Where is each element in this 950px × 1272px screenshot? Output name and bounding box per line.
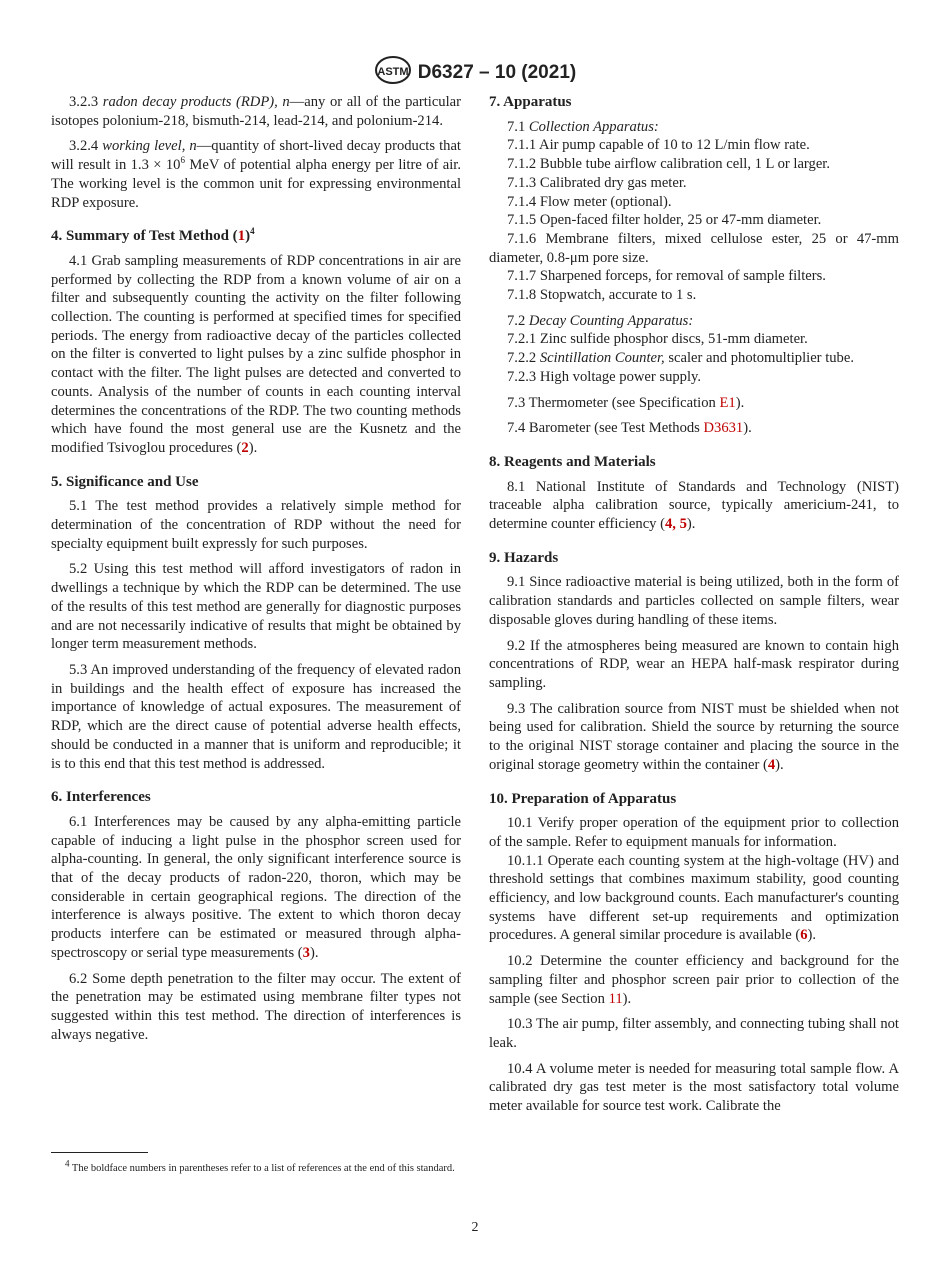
text-run: 7.1.2 Bubble tube airflow calibration cell, 1 L or larger. — [507, 156, 830, 173]
document-designation: D6327 – 10 (2021) — [417, 62, 577, 84]
text-run: 9.3 The calibration source from NIST must be shielded when not being used for calibration. Shield the source by returning the source to the original NIST storage container and placing the source in the original storage geometry within the container ( — [489, 700, 899, 773]
footnote-marker: 4 — [65, 1158, 70, 1169]
text-run: 7.4 Barometer (see Test Methods — [507, 420, 704, 437]
paragraph — [489, 700, 899, 775]
reference-link[interactable]: 2 — [241, 439, 249, 456]
footnote-text: The boldface numbers in parentheses refer to a list of references at the end of this standard. — [69, 1163, 455, 1174]
paragraph — [51, 93, 461, 130]
text-run: 3.2.4 — [69, 138, 103, 155]
text-run: ). — [735, 394, 745, 411]
text-run: 5. Significance and Use — [51, 473, 199, 490]
svg-text:ASTM: ASTM — [377, 66, 409, 78]
text-run: 6.1 Interferences may be caused by any alpha-emitting particle capable of inducing a light pulse in the phosphor screen used for alpha-counting. In general, the only significant interference source is that of the decay products of radon-220, thoron, which may be considerable in certain geographical regions. The direction of the interference is always positive. The extent to which thoron decay products interfere can be estimated or measured through alpha-spectroscopy or serial type measurements ( — [51, 813, 461, 961]
text-run: 7.1.6 Membrane filters, mixed cellulose ester, 25 or 47-mm diameter, 0.8-μm pore size. — [489, 230, 899, 266]
text-run: 7.2.1 Zinc sulfide phosphor discs, 51-mm diameter. — [507, 331, 808, 348]
paragraph — [489, 155, 899, 174]
paragraph — [51, 137, 461, 212]
text-run: 10.1 Verify proper operation of the equipment prior to collection of the sample. Refer to equipment manuals for information. — [489, 815, 899, 850]
text-run: 10.2 Determine the counter efficiency and background for the sampling filter and phosphor screen pair prior to collection of the sample (see Section — [489, 953, 899, 1007]
paragraph — [489, 814, 899, 851]
text-run: ). — [686, 516, 696, 533]
text-run: —quantity of short-lived decay products that will result in 1.3 × 10 — [51, 138, 461, 174]
text-run: 9.2 If the atmospheres being measured are known to contain high concentrations of RDP, wear an HEPA half-mask respirator during sampling. — [489, 637, 899, 691]
paragraph — [51, 970, 461, 1045]
paragraph — [489, 312, 899, 331]
paragraph — [51, 252, 461, 458]
text-run: 7.1.5 Open-faced filter holder, 25 or 47-mm diameter. — [507, 212, 822, 229]
section-heading — [489, 93, 899, 112]
paragraph — [489, 286, 899, 305]
text-run: Decay Counting Apparatus: — [528, 312, 694, 329]
text-run: working level, n — [102, 138, 197, 155]
paragraph — [489, 368, 899, 387]
text-run: —any or all of the particular isotopes polonium-218, bismuth-214, lead-214, and polonium-214. — [51, 94, 461, 129]
text-run: ). — [622, 990, 632, 1007]
paragraph — [51, 661, 461, 773]
paragraph — [489, 852, 899, 946]
text-run: 7.1.4 Flow meter (optional). — [507, 193, 672, 210]
text-run: 4. Summary of Test Method ( — [51, 228, 238, 245]
text-run: 4.1 Grab sampling measurements of RDP concentrations in air are performed by collecting the RDP from a known volume of air on a filter and subsequently counting the activity on the filter following collection. The counting is performed at specified times for specified periods. The energy from radioactive decay of the particles collected on the filter is converted to light pulses by a zinc sulfide phosphor in contact with the filter. The light pulses are detected and converted to counts. Analysis of the number of counts in each counting interval determines the concentrations of the RDP. The two counting methods which have found the most general use are the Kusnetz and the modified Tsivoglou procedures ( — [51, 252, 461, 456]
text-run: Collection Apparatus: — [528, 118, 659, 135]
text-run: 10.4 A volume meter is needed for measuring total sample flow. A calibrated dry gas test meter is the most satisfactory total volume meter available for source test work. Calibrate the — [489, 1060, 899, 1115]
text-run: 9.1 Since radioactive material is being utilized, both in the form of calibration standards and particles collected on sample filters, wear disposable gloves during handling of these items. — [489, 574, 899, 628]
text-run: 5.1 The test method provides a relatively simple method for determination of the concentration of RDP without the need for specialty equipment built expressly for such purposes. — [51, 498, 461, 552]
paragraph — [489, 136, 899, 155]
reference-link[interactable]: D3631 — [703, 420, 744, 437]
paragraph — [51, 813, 461, 963]
reference-link[interactable]: 3 — [302, 944, 310, 961]
text-run: 7.1.1 Air pump capable of 10 to 12 L/min flow rate. — [507, 137, 810, 154]
text-run: ). — [309, 944, 319, 961]
text-run: 6. Interferences — [51, 789, 151, 806]
paragraph — [489, 419, 899, 438]
paragraph — [489, 349, 899, 368]
text-run: 8. Reagents and Materials — [489, 453, 656, 470]
paragraph — [489, 394, 899, 413]
text-run: 7.2.2 — [507, 350, 540, 367]
text-run: ). — [775, 756, 784, 773]
paragraph — [489, 478, 899, 534]
reference-link[interactable]: 1 — [237, 228, 246, 245]
paragraph — [489, 637, 899, 693]
text-run: 10. Preparation of Apparatus — [489, 790, 677, 807]
paragraph — [489, 267, 899, 286]
text-run: ). — [248, 439, 258, 456]
text-run: 7.1.8 Stopwatch, accurate to 1 s. — [507, 287, 697, 304]
text-run: 4 — [250, 226, 255, 237]
section-heading — [489, 790, 899, 809]
left-column — [51, 93, 461, 1051]
reference-link[interactable]: 4, 5 — [664, 516, 687, 533]
text-run: 7. Apparatus — [489, 94, 572, 110]
text-run: radon decay products (RDP), n — [102, 94, 290, 110]
paragraph — [489, 952, 899, 1008]
text-run: MeV of potential alpha energy per litre of air. The working level is the common unit for expressing environmental RDP exposure. — [51, 157, 461, 211]
section-heading — [51, 788, 461, 807]
text-run: 7.2 — [507, 312, 529, 329]
text-run: 6 — [180, 155, 185, 166]
right-column — [489, 93, 899, 1123]
paragraph — [489, 211, 899, 230]
page-header — [0, 55, 950, 91]
paragraph — [51, 560, 461, 654]
paragraph — [489, 174, 899, 193]
reference-link[interactable]: 4 — [767, 756, 776, 773]
text-run: 9. Hazards — [489, 549, 559, 566]
paragraph — [489, 1060, 899, 1116]
section-heading — [489, 549, 899, 568]
paragraph — [489, 573, 899, 629]
reference-link[interactable]: E1 — [719, 394, 736, 411]
text-run: 10.3 The air pump, filter assembly, and connecting tubing shall not leak. — [489, 1016, 899, 1051]
text-run: scaler and photomultiplier tube. — [664, 350, 854, 367]
text-run: ) — [245, 228, 251, 245]
text-run: 7.1 — [507, 118, 529, 135]
text-run: 6.2 Some depth penetration to the filter may occur. The extent of the penetration may be estimated using membrane filter types not suggested within this test method. The direction of interferences is always negative. — [51, 970, 461, 1043]
page-number: 2 — [471, 1220, 479, 1235]
paragraph — [489, 330, 899, 349]
paragraph — [489, 118, 899, 137]
section-heading — [51, 473, 461, 492]
text-run: Scintillation Counter, — [539, 350, 665, 367]
text-run: 3.2.3 — [69, 94, 103, 110]
paragraph — [51, 497, 461, 553]
text-run: 7.2.3 High voltage power supply. — [507, 368, 702, 385]
reference-link[interactable]: 11 — [608, 990, 623, 1007]
text-run: 10.1.1 Operate each counting system at the high-voltage (HV) and threshold settings that combines maximum stability, good counting efficiency, and low background counts. Each manufacturer's counting systems have different set-up requirements and optimization procedures. A general similar procedure is available ( — [489, 852, 899, 944]
reference-link[interactable]: 6 — [800, 927, 808, 944]
text-run: 7.1.7 Sharpened forceps, for removal of sample filters. — [507, 268, 826, 285]
text-run: 8.1 National Institute of Standards and Technology (NIST) traceable alpha calibration source, typically americium-241, to determine counter efficiency ( — [489, 478, 899, 533]
footnote-divider — [51, 1152, 148, 1153]
section-heading — [489, 453, 899, 472]
paragraph — [489, 230, 899, 267]
text-run: 5.2 Using this test method will afford investigators of radon in dwellings a technique by which the RDP can be determined. The use of the results of this test method are generally for diagnostic purposes and are not necessarily indicative of results that might be obtained by longer term measurement methods. — [51, 561, 461, 653]
section-heading — [51, 227, 461, 246]
paragraph — [489, 1015, 899, 1052]
text-run: ). — [743, 420, 752, 437]
text-run: 5.3 An improved understanding of the frequency of elevated radon in buildings and the health effect of exposure has increased the importance of knowledge of actual exposures. The measurement of RDP, which are the direct cause of potential adverse health effects, should be conducted in a manner that is uniform and reproducible; it is to this end that this test method is addressed. — [51, 661, 461, 772]
text-run: ). — [807, 927, 817, 944]
astm-logo-icon — [374, 55, 412, 91]
text-run: 7.3 Thermometer (see Specification — [507, 394, 720, 411]
text-run: 7.1.3 Calibrated dry gas meter. — [507, 174, 687, 191]
footnote — [51, 1158, 461, 1176]
paragraph — [489, 193, 899, 212]
